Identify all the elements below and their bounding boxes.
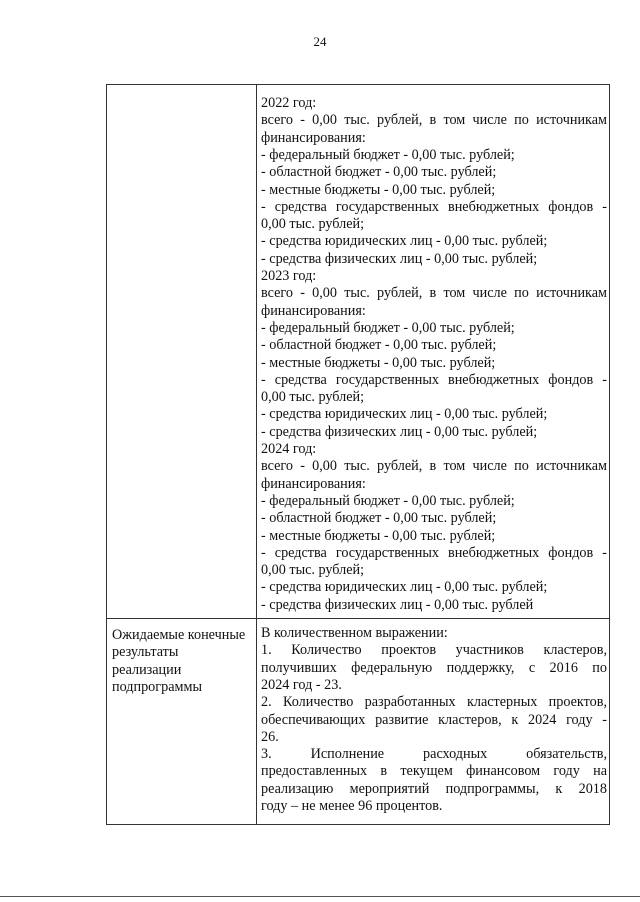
table-text-line: - средства физических лиц - 0,00 тыс. рублей; (261, 250, 538, 267)
table-text-line: 2024 год: (261, 441, 317, 457)
table-text-line: - федеральный бюджет - 0,00 тыс. рублей; (261, 146, 515, 163)
table-text-line: 2023 год: (261, 268, 317, 284)
table-text-line: - средства юридических лиц - 0,00 тыс. рублей; (261, 233, 548, 250)
table-text-line: финансирования: (261, 129, 366, 146)
table-text-line: - областной бюджет - 0,00 тыс. рублей; (261, 510, 497, 527)
table-text-line: - средства государственных внебюджетных фондов - (261, 198, 607, 215)
table-text-line: 2. Количество разработанных кластерных проектов, (261, 694, 607, 711)
table-text-line: - местные бюджеты - 0,00 тыс. рублей; (261, 527, 496, 544)
table-text-line: - местные бюджеты - 0,00 тыс. рублей; (261, 354, 496, 371)
table-text-line: году – не менее 96 процентов. (261, 798, 443, 814)
table-text-line: - средства физических лиц - 0,00 тыс. рублей (261, 596, 534, 613)
table-text-line: обеспечивающих развитие кластеров, к 2024 году - (261, 711, 607, 728)
table-text-line: всего - 0,00 тыс. рублей, в том числе по источникам (261, 285, 607, 302)
table-text-line: реализацию мероприятий подпрограммы, к 2018 (261, 780, 607, 797)
table-text-line: получивших федеральную поддержку, с 2016 по (261, 659, 607, 676)
page-number: 24 (313, 34, 327, 49)
table-text-line: - местные бюджеты - 0,00 тыс. рублей; (261, 181, 496, 198)
table-text-line: - средства юридических лиц - 0,00 тыс. рублей; (261, 406, 548, 423)
table-text-line: - федеральный бюджет - 0,00 тыс. рублей; (261, 319, 515, 336)
table-text-line: 1. Количество проектов участников кластеров, (261, 642, 607, 659)
table-text-line: всего - 0,00 тыс. рублей, в том числе по источникам (261, 112, 607, 129)
row-label-line: Ожидаемые конечные (112, 627, 246, 643)
table-text-line: 26. (261, 728, 279, 745)
page-bottom-rule (0, 896, 640, 897)
table-text-line: 2024 год - 23. (261, 676, 342, 693)
table-text-line: финансирования: (261, 302, 366, 319)
table-text-line: - средства физических лиц - 0,00 тыс. рублей; (261, 423, 538, 440)
table-text-line: 2022 год: (261, 95, 317, 111)
table-text-line: В количественном выражении: (261, 625, 448, 641)
table-text-line: финансирования: (261, 475, 366, 492)
table-text-line: 0,00 тыс. рублей; (261, 216, 365, 233)
row-label-line: подпрограммы (112, 678, 202, 695)
table-text-line: предоставленных в текущем финансовом году на (261, 763, 607, 780)
table-text-line: 0,00 тыс. рублей; (261, 389, 365, 406)
table-text-line: - областной бюджет - 0,00 тыс. рублей; (261, 337, 497, 354)
table-text-line: - областной бюджет - 0,00 тыс. рублей; (261, 164, 497, 181)
table-text-line: - средства государственных внебюджетных фондов - (261, 371, 607, 388)
table-text-line: всего - 0,00 тыс. рублей, в том числе по источникам (261, 458, 607, 475)
table-text-line: - средства государственных внебюджетных фондов - (261, 544, 607, 561)
table-text-line: 0,00 тыс. рублей; (261, 562, 365, 579)
table-column-divider (256, 84, 257, 825)
row-label-line: результаты (112, 644, 179, 661)
table-text-line: 3. Исполнение расходных обязательств, (261, 746, 607, 763)
table-row-divider (106, 618, 610, 619)
row-label-line: реализации (112, 661, 182, 678)
table-text-line: - федеральный бюджет - 0,00 тыс. рублей; (261, 492, 515, 509)
table-text-line: - средства юридических лиц - 0,00 тыс. рублей; (261, 579, 548, 596)
